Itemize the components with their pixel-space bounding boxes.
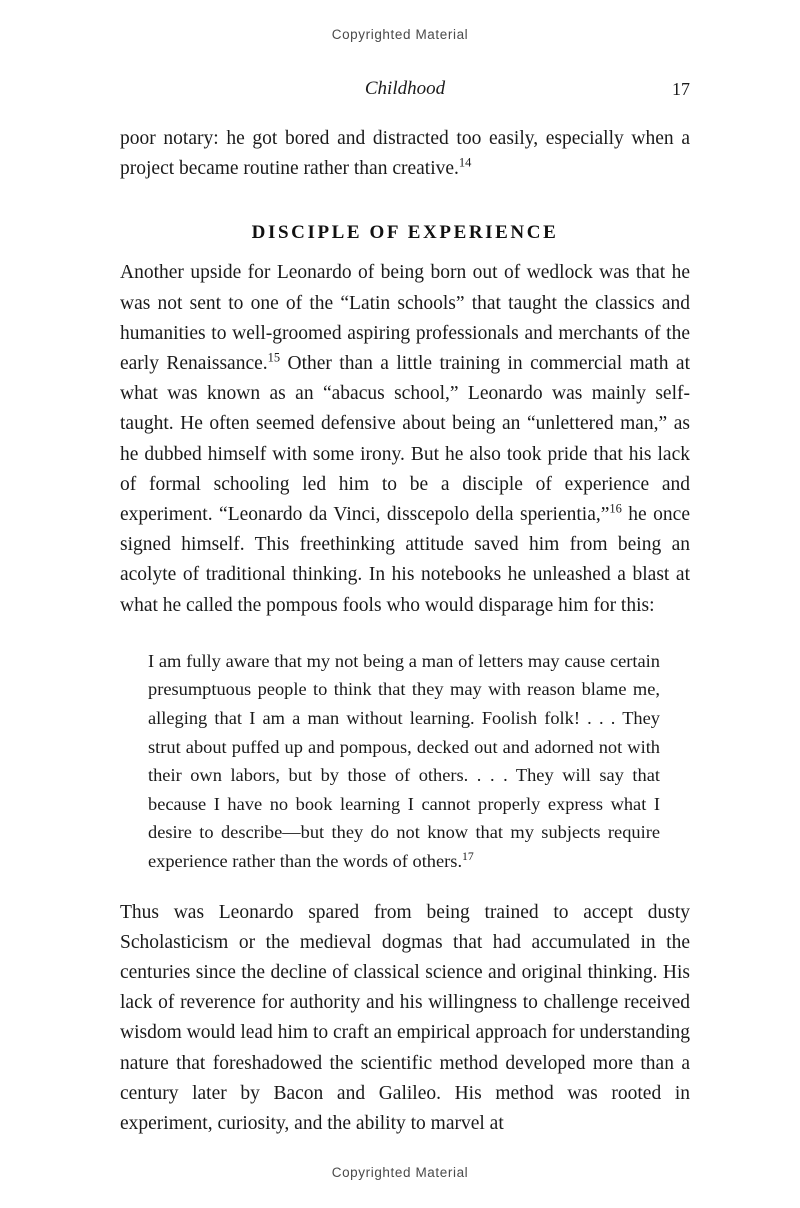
paragraph-continued: [120, 124, 690, 184]
section-heading: DISCIPLE OF EXPERIENCE: [251, 222, 559, 244]
footnote-marker-16: 16: [609, 501, 622, 516]
copyright-watermark-top: Copyrighted Material: [331, 27, 469, 42]
footnote-marker-14: 14: [458, 155, 472, 170]
paragraph-1: [120, 258, 690, 620]
paragraph-1-part-b: Other than a little training in commercial math at what was known as an “abacus school,” Leonardo was mainly self-taught. He often seemed defensive about being an “unlettered man,” as he dubbed himself with some irony. But he also took pride that his lack of formal schooling led him to be a disciple of experience and experiment. “Leonardo da Vinci, disscepolo della sperientia,”: [120, 353, 690, 526]
spacer: [120, 876, 690, 898]
block-quotation-text: I am fully aware that my not being a man of letters may cause certain presumptuous people to think that they may with reason blame me, alleging that I am a man without learning. Foolish folk! . . . They strut about puffed up and pompous, decked out and adorned not with their own labors, but by those of others. . . . They will say that because I have no book learning I cannot properly express what I desire to describe—but they do not know that my subjects require experience rather than the words of others.: [148, 650, 660, 871]
body-text-column: [120, 124, 690, 1139]
block-quotation: [120, 647, 690, 876]
footnote-marker-15: 15: [267, 350, 281, 365]
paragraph-2: Thus was Leonardo spared from being trained to accept dusty Scholasticism or the medieval dogmas that had accumulated in the centuries since the decline of classical science and original thinking. His lack of reverence for authority and his willingness to challenge received wisdom would lead him to craft an empirical approach for understanding nature that foreshadowed the scientific method developed more than a century later by Bacon and Galileo. His method was rooted in experiment, curiosity, and the ability to marvel at: [120, 901, 690, 1135]
running-head: [120, 78, 690, 102]
running-head-chapter-title: Childhood: [364, 78, 446, 99]
footnote-marker-17: 17: [462, 849, 474, 863]
paragraph-1-part-a: Another upside for Leonardo of being born out of wedlock was that he was not sent to one of the “Latin schools” that taught the classics and humanities to well-groomed aspiring professionals and merchants of the early Renaissance.: [120, 262, 690, 375]
page-number: 17: [672, 79, 690, 99]
copyright-watermark-bottom: Copyrighted Material: [331, 1165, 469, 1180]
paragraph-continued-text: poor notary: he got bored and distracted too easily, especially when a project became routine rather than creative.: [120, 128, 690, 180]
paragraph-1-part-c: he once signed himself. This freethinking attitude saved him from being an acolyte of traditional thinking. In his notebooks he unleashed a blast at what he called the pompous fools who would disparage him for this:: [120, 504, 690, 616]
